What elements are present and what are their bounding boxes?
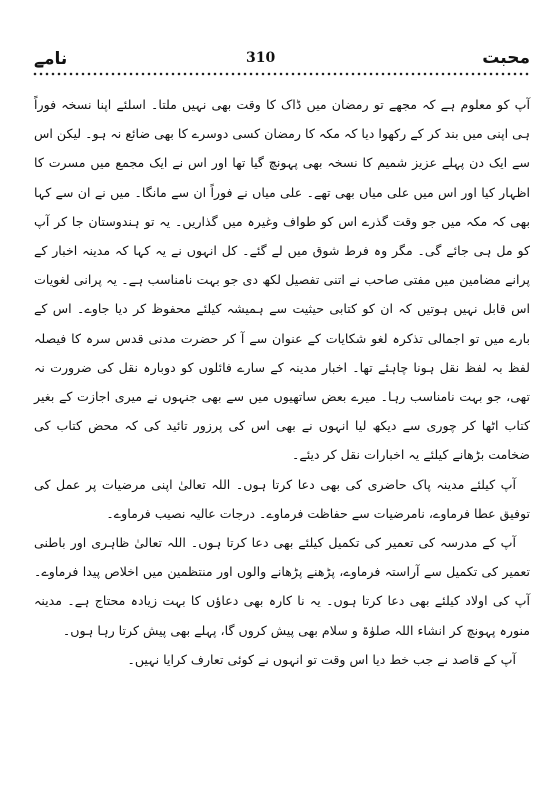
paragraph: آپ کے مدرسہ کی تعمیر کی تکمیل کیلئے بھی دعا کرتا ہوں۔ اللہ تعالیٰ ظاہری اور باطنی تعمیر کی تکمیل سے آراستہ فرماوے، پڑھنے پڑھانے والوں اور منتظمین میں اخلاص پیدا فرماوے۔ آپ کی اولاد کیلئے بھی دعا کرتا ہوں۔ یہ نا کارہ بھی دعاؤں کا بہت زیادہ محتاج ہے۔ مدینہ منورہ پہونچ کر انشاء اللہ صلوٰۃ و سلام بھی پیش کروں گا، پہلے بھی پیش کرتا رہا ہوں۔ [34,535,530,638]
page-number: 310 [246,50,276,66]
paragraph: آپ کے قاصد نے جب خط دیا اس وقت تو انہوں نے کوئی تعارف کرایا نہیں۔ [127,651,516,667]
dotted-divider [32,71,530,77]
paragraph: آپ کیلئے مدینہ پاک حاضری کی بھی دعا کرتا ہوں۔ اللہ تعالیٰ اپنی مرضیات پر عمل کی توفیق عطا فرماوے، نامرضیات سے حفاظت فرماوے۔ درجات عالیہ نصیب فرماوے۔ [34,476,530,521]
header-right-title: محبت [482,48,530,68]
paragraph: آپ کو معلوم ہے کہ مجھے تو رمضان میں ڈاک کا وقت بھی نہیں ملتا۔ اسلئے اپنا نسخہ فوراً ہی اپنی میں بند کر کے رکھوا دیا کہ مکہ کا رمضان کسی دوسرے کا بھی ضائع نہ ہو۔ لیکن اس سے ایک دن پہلے عزیز شمیم کا نسخہ بھی پہونچ گیا تھا اور اس نے ایک مجمع میں مسرت کا اظہار کیا اور اس میں علی میاں بھی تھے۔ علی میاں نے فوراً ان سے مانگا۔ میں نے ان سے کہا بھی کہ مکہ میں جو وقت گذرے اس کو طواف وغیرہ میں گذاریں۔ یہ تو ہندوستان جا کر آپ کو مل ہی جائے گی۔ مگر وہ فرط شوق میں لے گئے۔ کل انہوں نے یہ کہا کہ مدینہ اخبار کے پرانے مضامین میں مفتی صاحب نے اتنی تفصیل لکھ دی جو بہت نامناسب ہے۔ یہ پرانی لغویات اس قابل نہیں ہوتیں کہ ان کو کتابی حیثیت سے ہمیشہ کیلئے محفوظ کر دیا جاوے۔ اس کے بارے میں تو اجمالی تذکرہ لغو شکایات کے عنوان سے آ کر حضرت مدنی قدس سرہ کا فیصلہ لفظ بہ لفظ نقل ہونا چاہئے تھا۔ اخبار مدینہ کے سارے فائلوں کو دوبارہ نقل کی ضرورت نہ تھی، جو بہت نامناسب رہا۔ میرے بعض ساتھیوں میں سے بھی جنہوں نے میری اجازت کے بغیر کتاب اٹھا کر چوری سے دیکھ لیا انہوں نے بھی اس کی پرزور تائید کی کہ محض کتاب کی ضخامت بڑھانے کیلئے یہ اخبارات نقل کر دیئے۔ [34,97,530,463]
body-text [34,90,530,674]
header-left-title: نامے [34,49,68,69]
